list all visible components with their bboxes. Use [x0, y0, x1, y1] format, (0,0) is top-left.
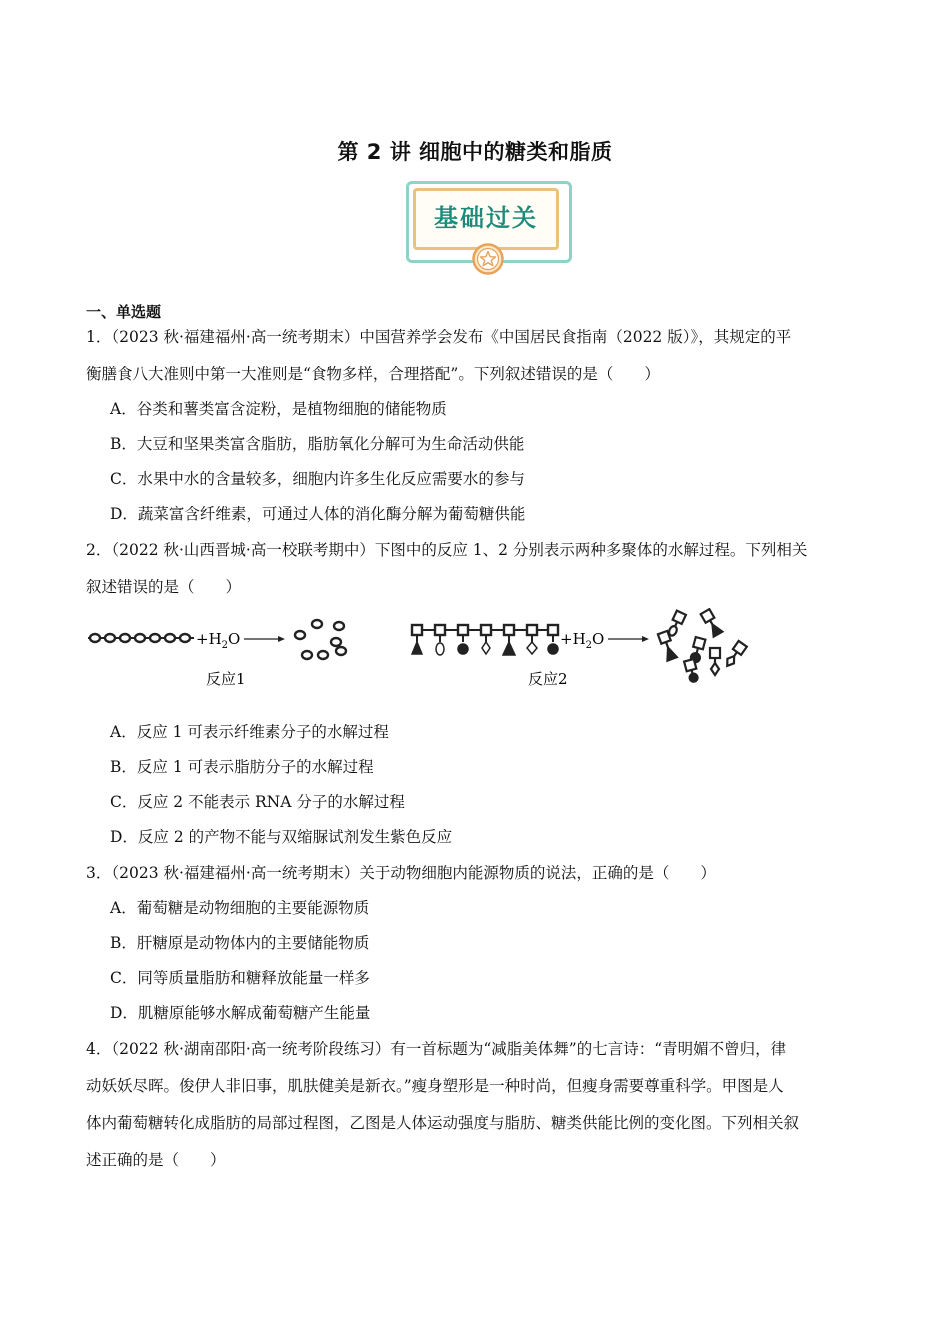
question-2-option-d: D．反应 2 的产物不能与双缩脲试剂发生紫色反应	[110, 828, 453, 846]
question-3-stem-line-1: 3．（2023 秋·福建福州·高一统考期末）关于动物细胞内能源物质的说法，正确的是（ ）	[86, 864, 716, 882]
question-1-option-b: B．大豆和坚果类富含脂肪，脂肪氧化分解可为生命活动供能	[110, 435, 525, 453]
question-4-stem-line-3: 体内葡萄糖转化成脂肪的局部过程图，乙图是人体运动强度与脂肪、糖类供能比例的变化图。下列相关叙	[86, 1114, 800, 1132]
section-heading: 一、单选题	[86, 303, 162, 321]
question-3-option-d: D．肌糖原能够水解成葡萄糖产生能量	[110, 1004, 371, 1022]
reaction-1-arrow	[244, 636, 285, 642]
badge-label: 基础过关	[413, 188, 559, 250]
section-badge	[406, 181, 572, 275]
reaction-2-label: 反应2	[528, 670, 568, 688]
question-1-stem-line-2: 衡膳食八大准则中第一大准则是“食物多样，合理搭配”。下列叙述错误的是（ ）	[86, 365, 660, 383]
question-2-stem-line-1: 2．（2022 秋·山西晋城·高一校联考期中）下图中的反应 1、2 分别表示两种多聚体的水解过程。下列相关	[86, 541, 808, 559]
question-3-option-b: B．肝糖原是动物体内的主要储能物质	[110, 934, 370, 952]
question-1-stem-line-1: 1．（2023 秋·福建福州·高一统考期末）中国营养学会发布《中国居民食指南（2022 版）》，其规定的平	[86, 328, 792, 346]
reaction-2-water-label: $+H_2O$	[560, 630, 605, 651]
reaction-1-monomers	[295, 620, 346, 659]
hydrolysis-diagram	[86, 608, 766, 694]
question-4-stem-line-1: 4．（2022 秋·湖南邵阳·高一统考阶段练习）有一首标题为“减脂美体舞”的七言诗：“青明媚不曾归，律	[86, 1040, 787, 1058]
question-2-option-b: B．反应 1 可表示脂肪分子的水解过程	[110, 758, 374, 776]
reaction-2-polymer-chain	[412, 625, 558, 642]
question-1-option-d: D．蔬菜富含纤维素，可通过人体的消化酶分解为葡萄糖供能	[110, 505, 526, 523]
reaction-1-water-label: $+H_2O$	[196, 630, 241, 651]
star-medal-icon	[472, 243, 504, 275]
question-4-stem-line-2: 动妖妖尽晖。俊伊人非旧事，肌肤健美是新衣。”瘦身塑形是一种时尚，但瘦身需要尊重科学。甲图是人	[86, 1077, 784, 1095]
page-title: 第 2 讲 细胞中的糖类和脂质	[337, 140, 613, 164]
reaction-1-label: 反应1	[206, 670, 246, 688]
reaction-2-side-groups	[412, 642, 558, 655]
question-2-stem-line-2: 叙述错误的是（ ）	[86, 578, 242, 596]
question-2-option-c: C．反应 2 不能表示 RNA 分子的水解过程	[110, 793, 405, 811]
question-3-option-c: C．同等质量脂肪和糖释放能量一样多	[110, 969, 370, 987]
question-2-option-a: A．反应 1 可表示纤维素分子的水解过程	[110, 723, 389, 741]
reaction-1-polymer-chain	[88, 634, 194, 642]
question-1-option-a: A．谷类和薯类富含淀粉，是植物细胞的储能物质	[110, 400, 447, 418]
question-3-option-a: A．葡萄糖是动物细胞的主要能源物质	[110, 899, 370, 917]
question-4-stem-line-4: 述正确的是（ ）	[86, 1151, 226, 1169]
reaction-2-arrow	[608, 636, 649, 642]
reaction-2-monomers	[658, 609, 747, 683]
question-1-option-c: C．水果中水的含量较多，细胞内许多生化反应需要水的参与	[110, 470, 525, 488]
